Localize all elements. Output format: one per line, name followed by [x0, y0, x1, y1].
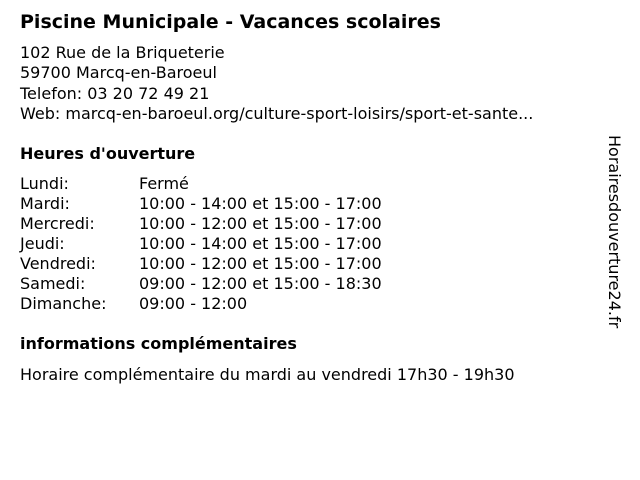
day-label: Vendredi:	[20, 254, 96, 273]
site-watermark: Horairesdouverture24.fr	[605, 135, 624, 329]
extra-info-text: Horaire complémentaire du mardi au vendredi 17h30 - 19h30	[20, 365, 515, 384]
phone-number: Telefon: 03 20 72 49 21	[20, 83, 210, 103]
day-label: Jeudi:	[20, 234, 65, 253]
day-label: Mercredi:	[20, 214, 95, 233]
time-value: 10:00 - 12:00 et 15:00 - 17:00	[139, 214, 382, 233]
day-label: Samedi:	[20, 274, 86, 293]
street-address: 102 Rue de la Briqueterie	[20, 43, 225, 62]
website-link[interactable]: Web: marcq-en-baroeul.org/culture-sport-loisirs/sport-et-sante...	[20, 103, 534, 123]
time-value: 09:00 - 12:00 et 15:00 - 18:30	[139, 274, 382, 293]
day-label: Dimanche:	[20, 294, 107, 313]
extra-info-heading: informations complémentaires	[20, 334, 297, 353]
day-label: Lundi:	[20, 174, 69, 193]
city-address: 59700 Marcq-en-Baroeul	[20, 63, 217, 83]
time-value: 09:00 - 12:00	[139, 294, 248, 313]
time-value: 10:00 - 14:00 et 15:00 - 17:00	[139, 234, 382, 253]
day-label: Mardi:	[20, 194, 70, 213]
time-value: 10:00 - 12:00 et 15:00 - 17:00	[139, 254, 382, 273]
hours-heading: Heures d'ouverture	[20, 144, 196, 163]
address-block	[20, 43, 533, 124]
time-value: 10:00 - 14:00 et 15:00 - 17:00	[139, 194, 382, 213]
page-title: Piscine Municipale - Vacances scolaires	[20, 11, 441, 33]
time-value: Fermé	[139, 174, 189, 193]
